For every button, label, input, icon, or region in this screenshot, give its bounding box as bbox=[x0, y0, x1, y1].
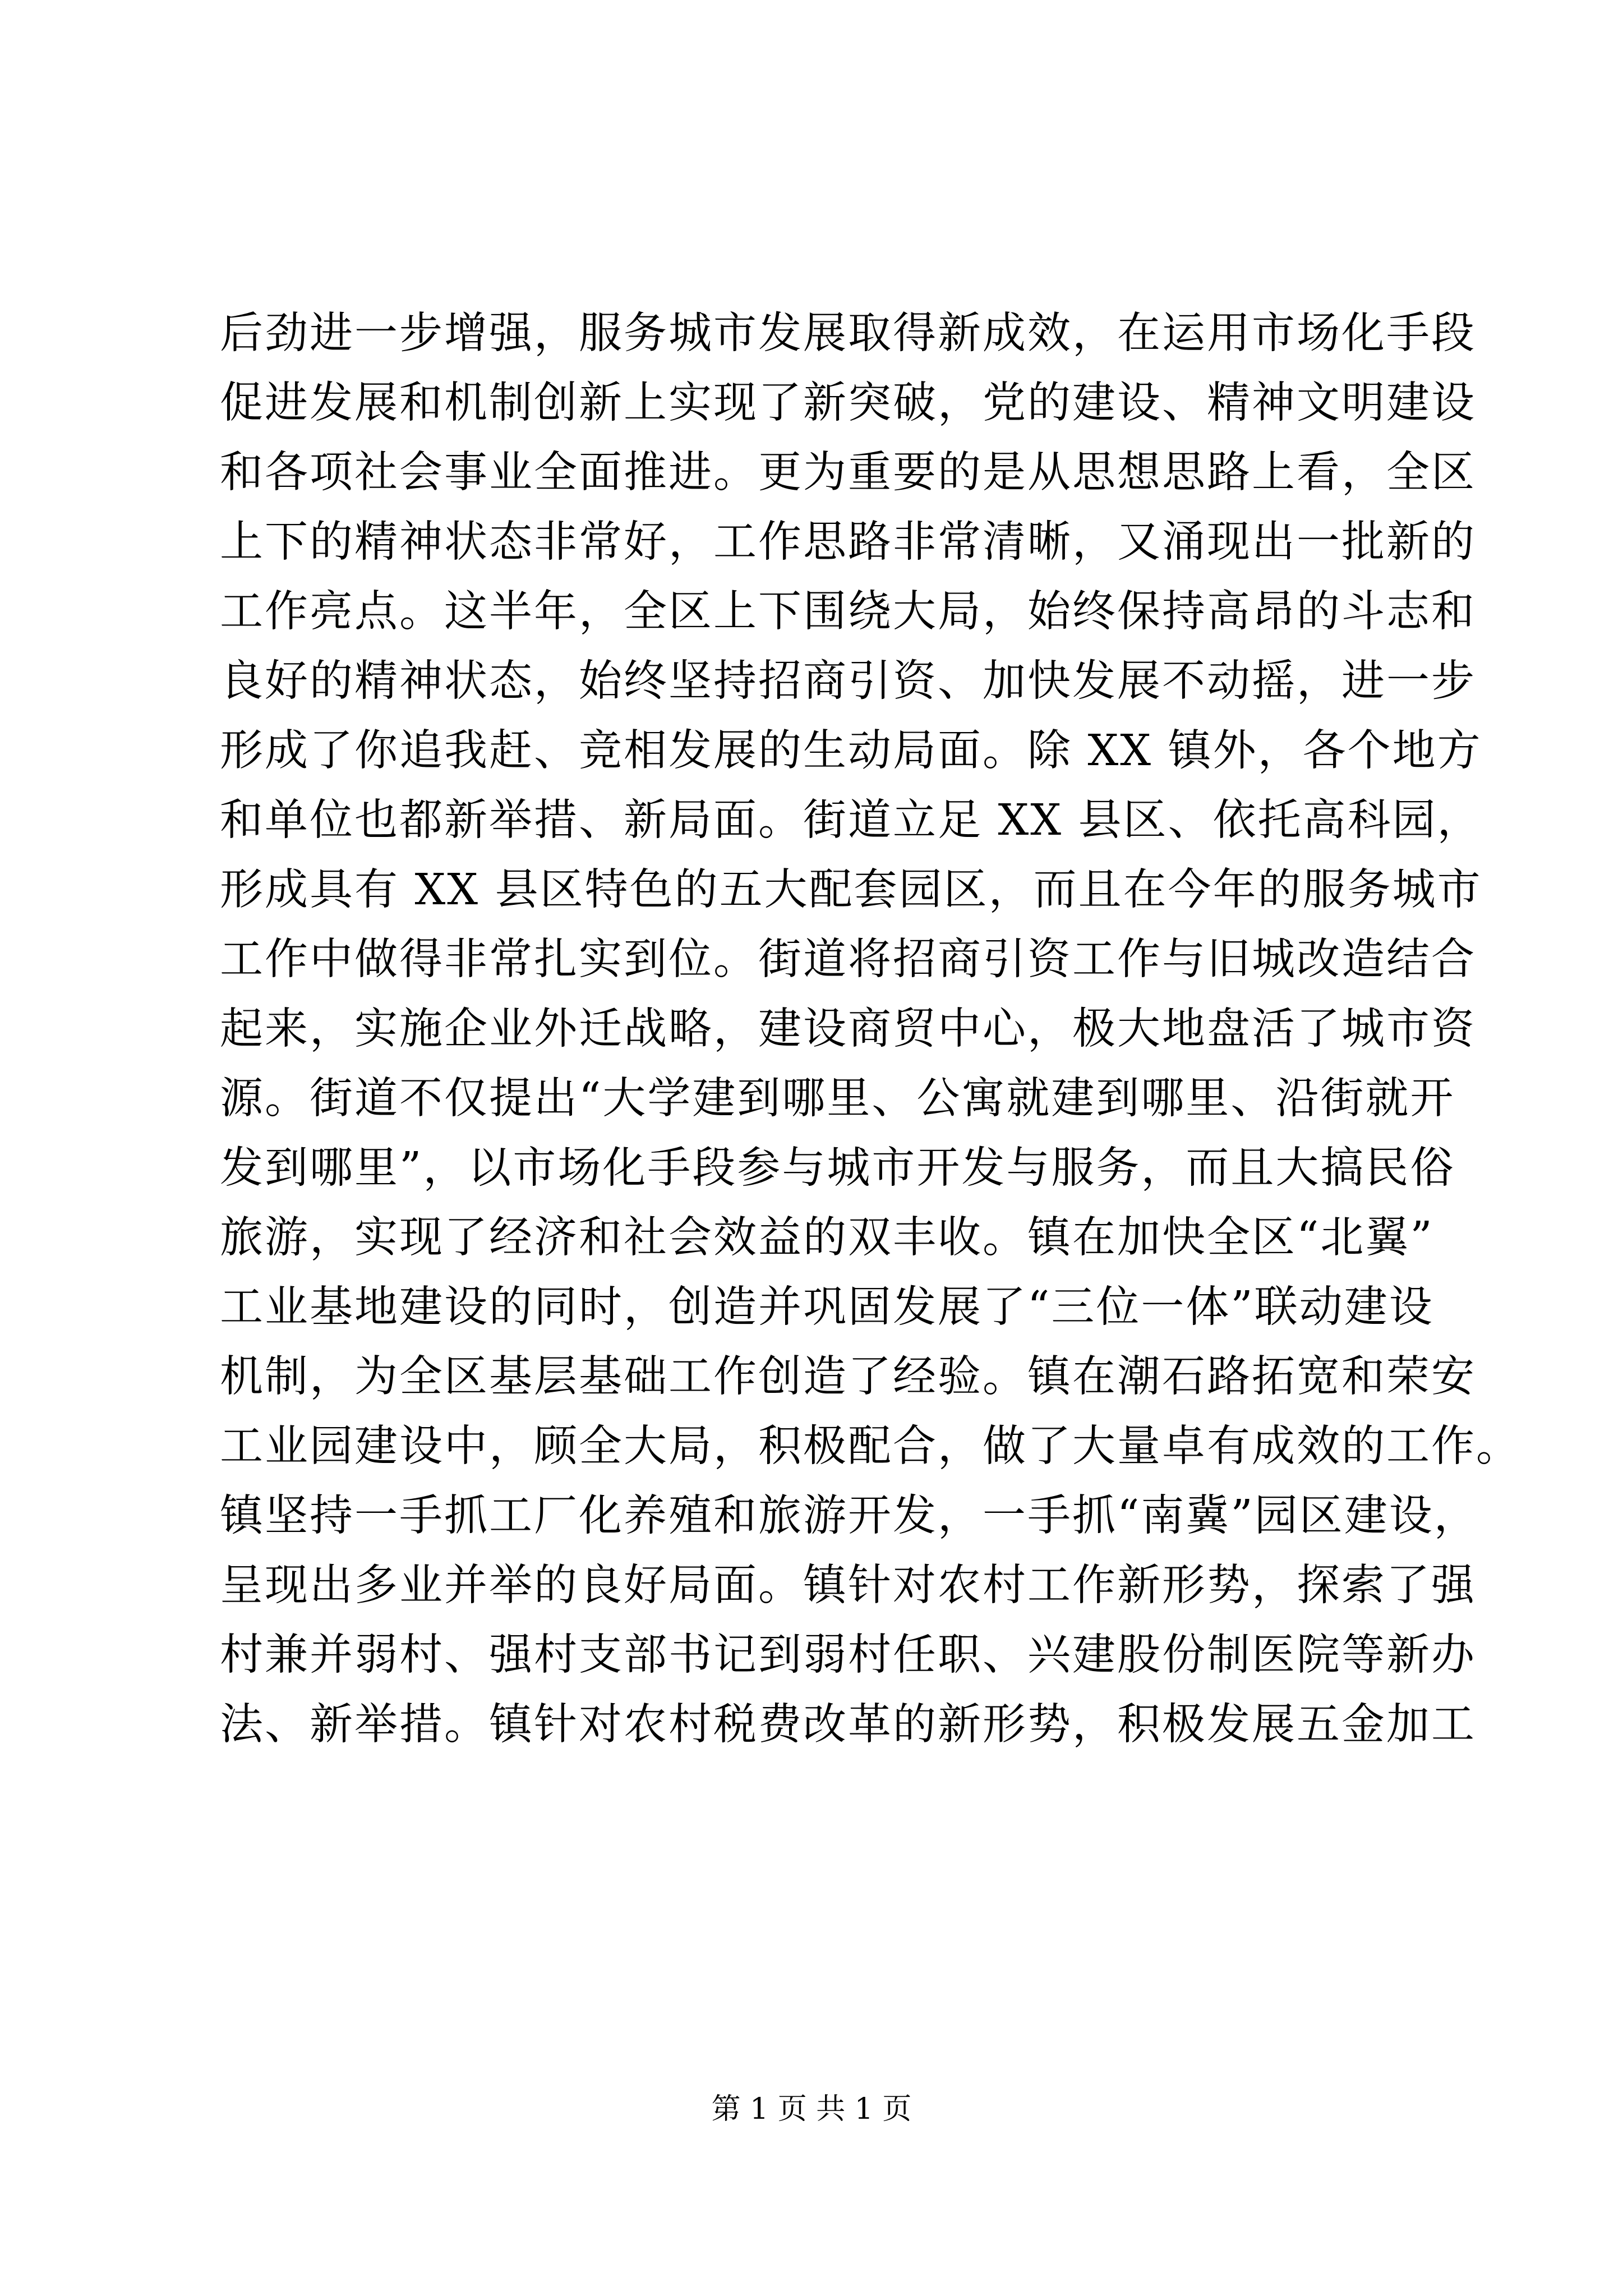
text-line: 机制，为全区基层基础工作创造了经验。镇在潮石路拓宽和荣安 bbox=[220, 1352, 1476, 1402]
text-line: 法、新举措。镇针对农村税费改革的新形势，积极发展五金加工 bbox=[220, 1700, 1476, 1750]
text-line: 发到哪里”，以市场化手段参与城市开发与服务，而且大搞民俗 bbox=[220, 1143, 1455, 1193]
text-line: 上下的精神状态非常好，工作思路非常清晰，又涌现出一批新的 bbox=[220, 517, 1476, 567]
text-line: 起来，实施企业外迁战略，建设商贸中心，极大地盘活了城市资 bbox=[220, 1004, 1476, 1054]
text-line: 形成具有 XX 县区特色的五大配套园区，而且在今年的服务城市 bbox=[220, 865, 1482, 915]
text-line: 呈现出多业并举的良好局面。镇针对农村工作新形势，探索了强 bbox=[220, 1561, 1476, 1611]
text-line: 工作亮点。这半年，全区上下围绕大局，始终保持高昂的斗志和 bbox=[220, 587, 1476, 637]
body-paragraph bbox=[220, 299, 1521, 1760]
text-line: 和单位也都新举措、新局面。街道立足 XX 县区、依托高科园， bbox=[220, 795, 1482, 845]
text-line: 促进发展和机制创新上实现了新突破，党的建设、精神文明建设 bbox=[220, 378, 1476, 428]
text-line: 和各项社会事业全面推进。更为重要的是从思想思路上看，全区 bbox=[220, 448, 1476, 498]
text-line: 村兼并弱村、强村支部书记到弱村任职、兴建股份制医院等新办 bbox=[220, 1630, 1476, 1680]
text-line: 源。街道不仅提出“大学建到哪里、公寓就建到哪里、沿街就开 bbox=[220, 1074, 1455, 1124]
text-line: 良好的精神状态，始终坚持招商引资、加快发展不动摇，进一步 bbox=[220, 656, 1476, 706]
page-footer: 第 1 页 共 1 页 bbox=[711, 2092, 912, 2126]
text-line: 后劲进一步增强，服务城市发展取得新成效，在运用市场化手段 bbox=[220, 309, 1476, 358]
text-line: 形成了你追我赶、竞相发展的生动局面。除 XX 镇外，各个地方 bbox=[220, 726, 1482, 776]
text-line: 旅游，实现了经济和社会效益的双丰收。镇在加快全区“北翼” bbox=[220, 1213, 1434, 1263]
text-line: 工业基地建设的同时，创造并巩固发展了“三位一体”联动建设 bbox=[220, 1282, 1434, 1332]
text-line: 工业园建设中，顾全大局，积极配合，做了大量卓有成效的工作。 bbox=[220, 1421, 1521, 1471]
text-line: 工作中做得非常扎实到位。街道将招商引资工作与旧城改造结合 bbox=[220, 935, 1476, 984]
text-line: 镇坚持一手抓工厂化养殖和旅游开发，一手抓“南冀”园区建设， bbox=[220, 1491, 1479, 1541]
